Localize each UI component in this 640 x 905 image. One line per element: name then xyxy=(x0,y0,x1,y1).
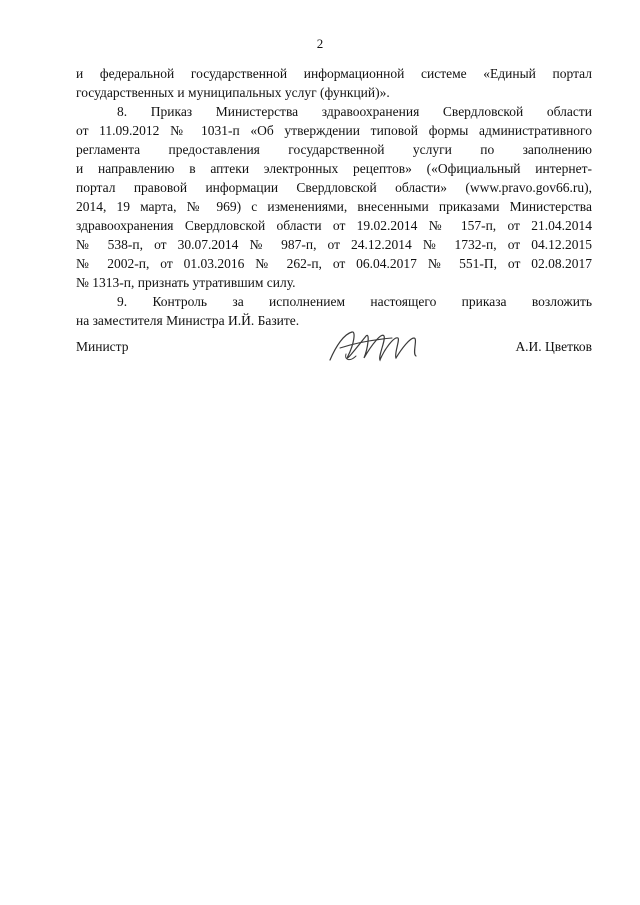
text-line: и федеральной государственной информационной системе «Единый портал xyxy=(76,66,592,81)
page-number: 2 xyxy=(316,36,324,51)
text-line: № 1313-п, признать утратившим силу. xyxy=(76,275,296,290)
text-line: № 538-п, от 30.07.2014 № 987-п, от 24.12.2014 № 1732-п, от 04.12.2015 xyxy=(76,237,592,252)
document-body xyxy=(76,64,592,330)
text-line: здравоохранения Свердловской области от 19.02.2014 № 157-п, от 21.04.2014 xyxy=(76,218,592,233)
text-line: 9. Контроль за исполнением настоящего приказа возложить xyxy=(117,294,592,309)
text-line: государственных и муниципальных услуг (функций)». xyxy=(76,85,390,100)
text-line: на заместителя Министра И.Й. Базите. xyxy=(76,313,300,328)
text-line: 2014, 19 марта, № 969) с изменениями, внесенными приказами Министерства xyxy=(76,199,592,214)
text-line: и направлению в аптеки электронных рецептов» («Официальный интернет- xyxy=(76,161,592,176)
handwritten-signature xyxy=(322,326,432,366)
text-line: от 11.09.2012 № 1031-п «Об утверждении типовой формы административного xyxy=(76,123,592,138)
signature-block xyxy=(76,328,592,368)
signatory-title: Министр xyxy=(76,339,129,354)
text-line: портал правовой информации Свердловской области» (www.pravo.gov66.ru), xyxy=(76,180,592,195)
text-line: № 2002-п, от 01.03.2016 № 262-п, от 06.04.2017 № 551-П, от 02.08.2017 xyxy=(76,256,592,271)
text-line: 8. Приказ Министерства здравоохранения Свердловской области xyxy=(117,104,592,119)
signatory-name: А.И. Цветков xyxy=(515,339,592,354)
text-line: регламента предоставления государственной услуги по заполнению xyxy=(76,142,592,157)
